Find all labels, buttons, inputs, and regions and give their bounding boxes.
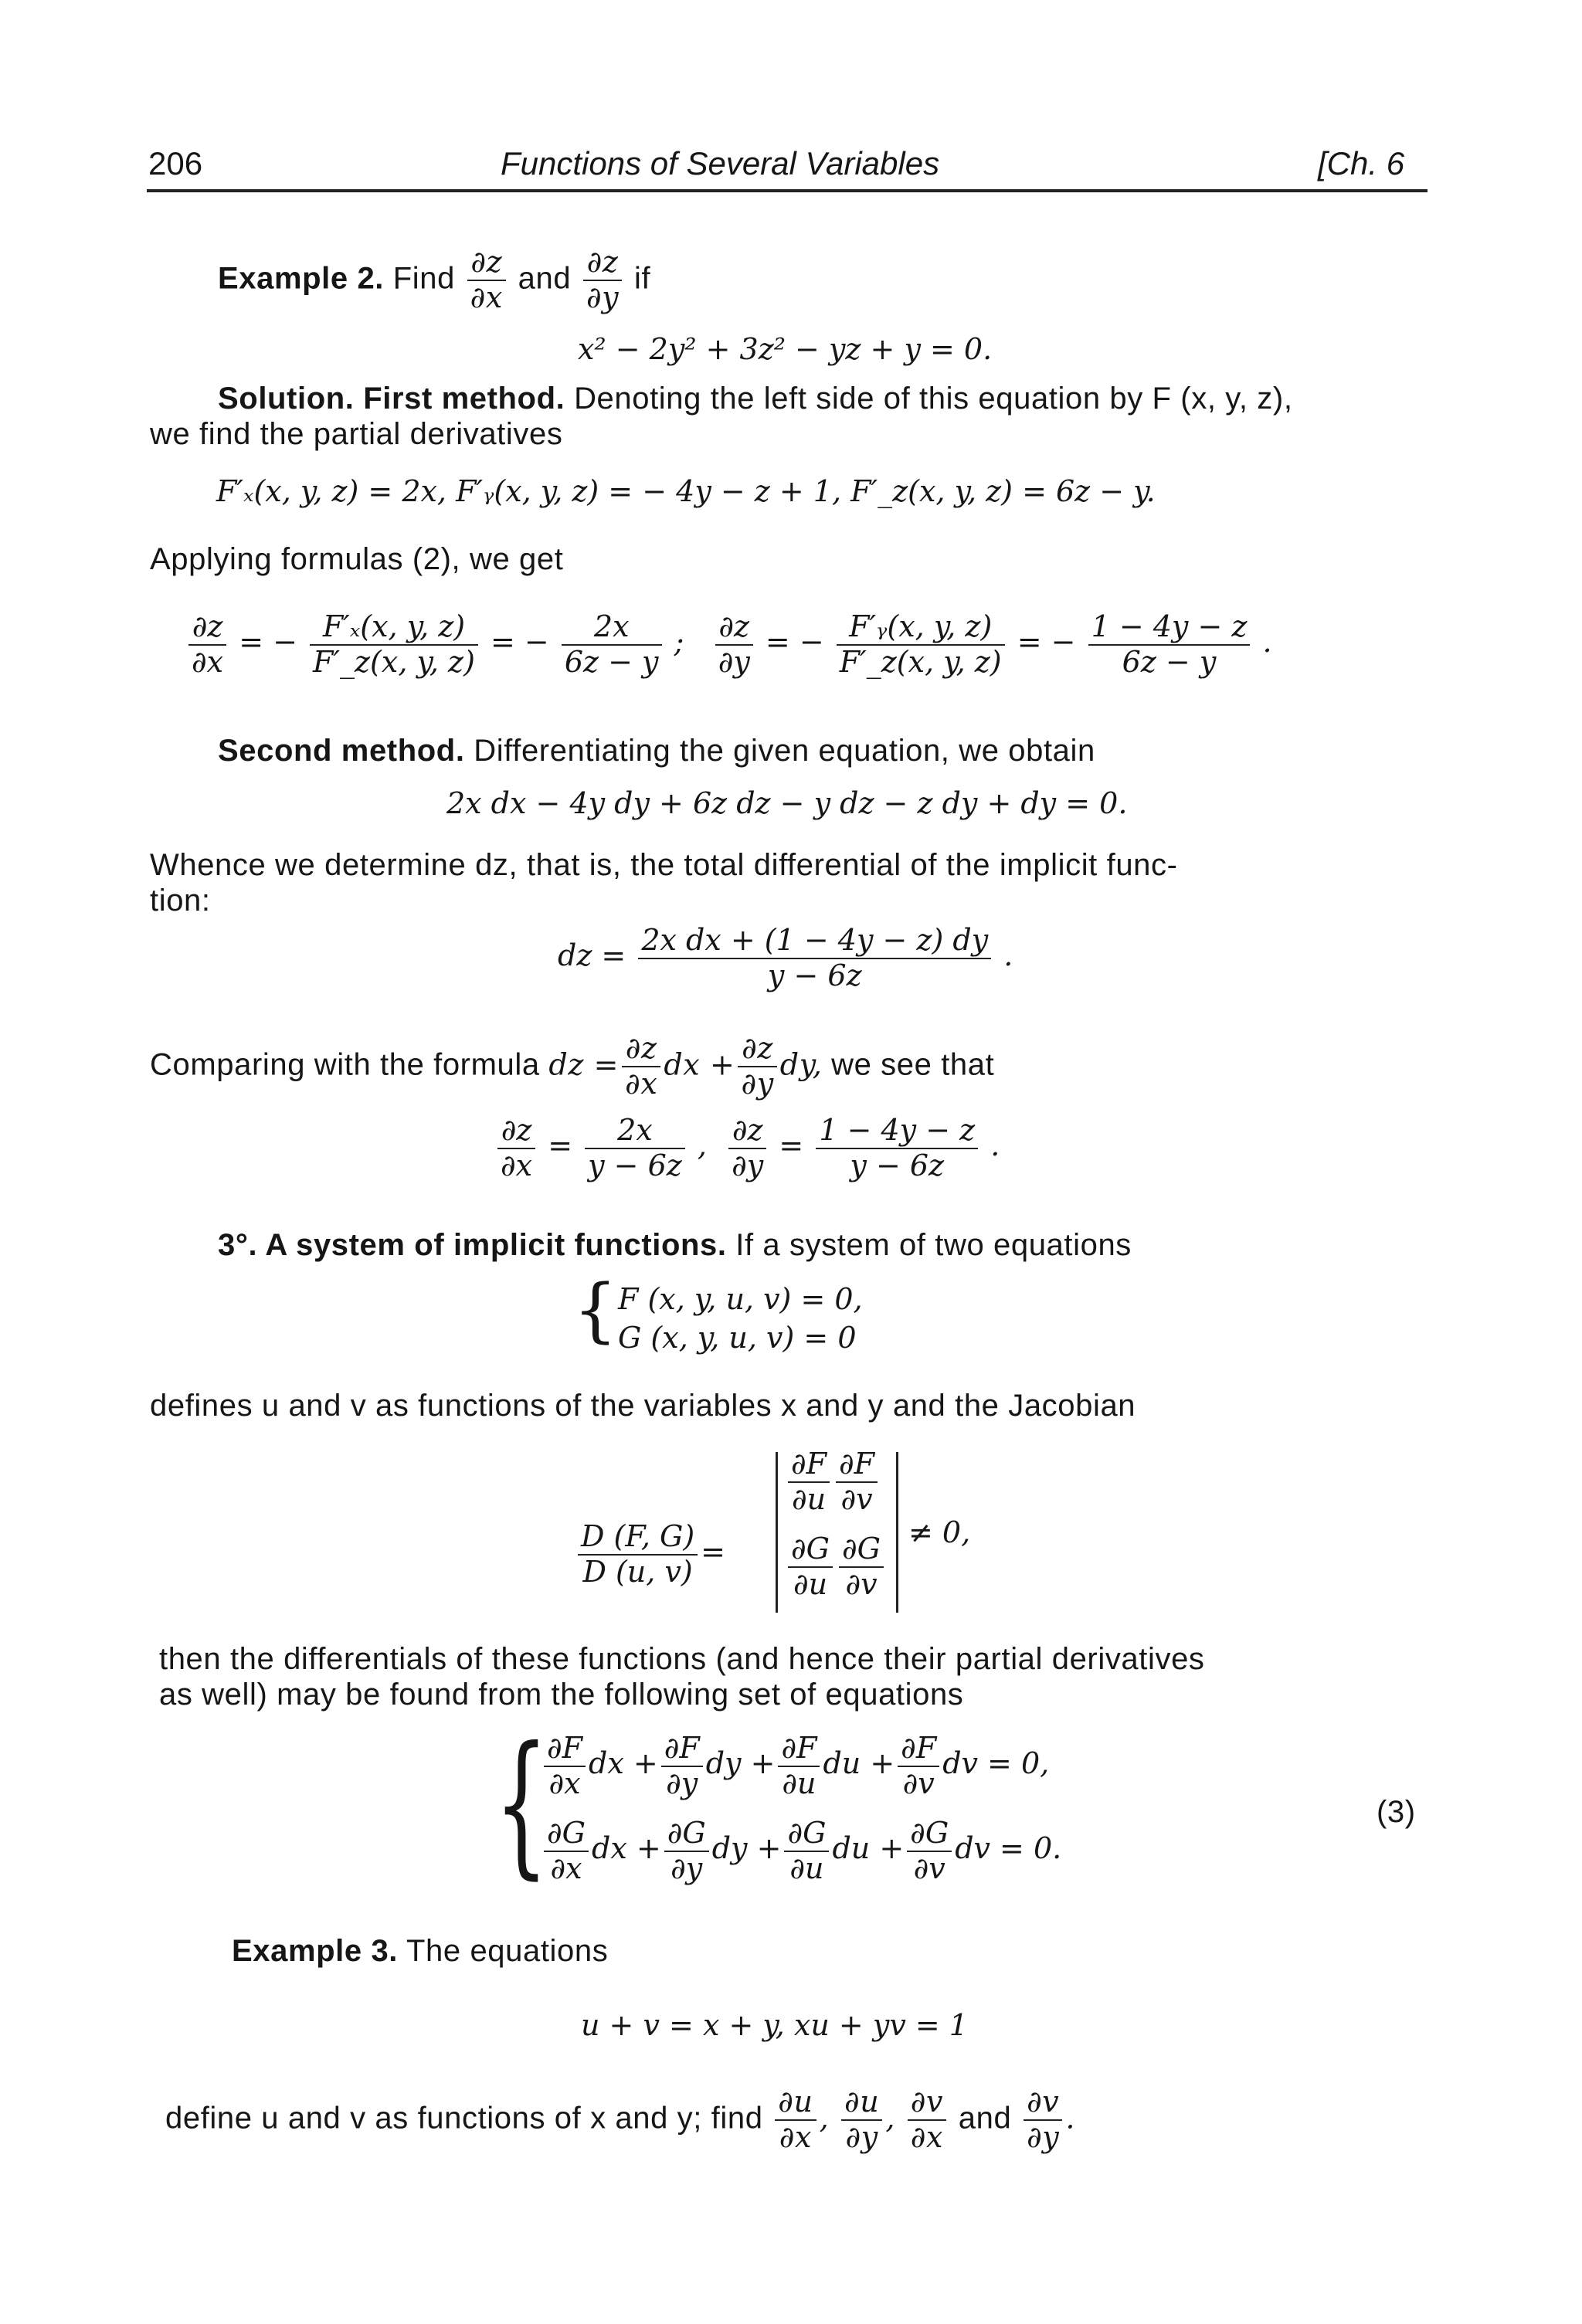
system-eq1: F (x, y, u, v) = 0, bbox=[618, 1282, 863, 1316]
frac-result-1 bbox=[585, 1114, 685, 1182]
determinant-bar-left bbox=[776, 1452, 778, 1613]
frac-num: ∂z bbox=[622, 1032, 660, 1067]
frac-den: ∂x bbox=[548, 1766, 581, 1800]
frac-den: D (u, v) bbox=[582, 1554, 693, 1589]
frac-num: 1 − 4y − z bbox=[1088, 610, 1251, 646]
frac-2x-6z-y bbox=[562, 610, 662, 679]
system-eq2: G (x, y, u, v) = 0 bbox=[618, 1321, 857, 1355]
frac-dz bbox=[638, 924, 991, 992]
frac-dv-dy bbox=[1024, 2085, 1062, 2154]
frac-den: ∂x bbox=[625, 1066, 658, 1101]
system-brace: { bbox=[494, 1714, 548, 1894]
frac-den: ∂y bbox=[670, 1851, 703, 1885]
frac-den: ∂u bbox=[782, 1766, 816, 1800]
frac-dz-dx bbox=[188, 610, 226, 679]
frac-num: ∂G bbox=[544, 1817, 589, 1852]
frac-den: ∂y bbox=[718, 644, 750, 679]
frac-num: ∂z bbox=[728, 1114, 766, 1149]
example3-find-line: define u and v as functions of x and y; find $\frac{\partial u}{\partial x}$ , $\frac{\partial u}{\partial y}$ , $\frac{\partial v}{\partial x}$ and $\frac{\partial v}{\partial y}$ . bbox=[165, 2085, 1076, 2154]
frac-dG-dv bbox=[907, 1817, 952, 1885]
example3-text: The equations bbox=[406, 1934, 609, 1968]
example2-intro bbox=[218, 246, 650, 314]
frac-den: ∂y bbox=[586, 280, 620, 314]
frac-den: F′_z(x, y, z) bbox=[313, 644, 475, 679]
frac-num: ∂G bbox=[907, 1817, 952, 1852]
frac-dG-dv bbox=[839, 1532, 884, 1601]
frac-dz-dx bbox=[622, 1032, 660, 1101]
frac-den: ∂v bbox=[902, 1766, 935, 1800]
whence-line2: tion: bbox=[150, 884, 211, 918]
determinant-row-2 bbox=[785, 1532, 887, 1601]
example2-find: Find bbox=[392, 261, 455, 296]
comparing-dy: dy, bbox=[779, 1047, 823, 1082]
determinant-bar-right bbox=[896, 1452, 898, 1613]
second-method-label: Second method. bbox=[218, 734, 465, 768]
second-method-line bbox=[218, 734, 1095, 768]
frac-den: ∂u bbox=[789, 1851, 824, 1885]
example2-label: Example 2. bbox=[218, 261, 385, 296]
frac-dF-dx bbox=[544, 1732, 586, 1800]
frac-fy-fz bbox=[837, 610, 1005, 679]
frac-dF-du bbox=[788, 1447, 830, 1516]
frac-num: ∂F bbox=[836, 1447, 878, 1483]
frac-den: ∂v bbox=[840, 1481, 873, 1516]
frac-num: 2x bbox=[585, 1114, 685, 1149]
running-title: Functions of Several Variables bbox=[501, 145, 940, 182]
frac-den: F′_z(x, y, z) bbox=[839, 644, 1002, 679]
frac-den: ∂y bbox=[741, 1066, 774, 1101]
equation-number-3: (3) bbox=[1377, 1795, 1416, 1829]
frac-num: ∂G bbox=[664, 1817, 709, 1852]
frac-dF-dy bbox=[661, 1732, 703, 1800]
frac-dF-dv bbox=[836, 1447, 878, 1516]
frac-den: ∂x bbox=[501, 1148, 533, 1182]
frac-num: ∂F bbox=[778, 1732, 820, 1767]
frac-num: ∂G bbox=[839, 1532, 884, 1568]
dz-lhs: dz = bbox=[558, 938, 626, 973]
frac-num: ∂G bbox=[788, 1532, 833, 1568]
system-end-1: dv = 0, bbox=[942, 1746, 1050, 1781]
frac-num: ∂z bbox=[715, 610, 753, 646]
first-method-label: First method. bbox=[363, 382, 565, 416]
system-row-F: $\frac{\partial F}{\partial x}$ dx + $\frac{\partial F}{\partial y}$ dy + $\frac{\partial F}{\partial u}$ du + $\frac{\partial F}{\partial v}$ dv = 0, bbox=[541, 1732, 1049, 1800]
defines-line: defines u and v as functions of the variables x and y and the Jacobian bbox=[150, 1389, 1136, 1423]
jacobian-fraction: $\frac{D (F, G)}{D (u, v)}$ = bbox=[575, 1520, 725, 1589]
example3-and: and bbox=[958, 2101, 1012, 2136]
solution-text: Denoting the left side of this equation by F (x, y, z), bbox=[574, 382, 1293, 416]
frac-den: 6z − y bbox=[1122, 644, 1217, 679]
frac-num: ∂F bbox=[544, 1732, 586, 1767]
example3-define-text: define u and v as functions of x and y; find bbox=[165, 2101, 763, 2136]
solution-label: Solution. bbox=[218, 382, 355, 416]
frac-den: ∂x bbox=[550, 1851, 582, 1885]
frac-du-dx bbox=[775, 2085, 816, 2154]
page-number: 206 bbox=[148, 145, 203, 182]
frac-jacobian bbox=[578, 1520, 698, 1589]
solution-line2: we find the partial derivatives bbox=[150, 417, 563, 451]
frac-num: ∂z bbox=[497, 1114, 535, 1149]
frac-dF-dv bbox=[898, 1732, 939, 1800]
example3-equation: u + v = x + y, xu + yv = 1 bbox=[581, 2008, 968, 2042]
example3-heading bbox=[232, 1934, 608, 1969]
frac-num: ∂z bbox=[583, 246, 622, 281]
not-equal-zero: ≠ 0, bbox=[908, 1515, 971, 1549]
second-method-text: Differentiating the given equation, we obtain bbox=[474, 734, 1095, 768]
frac-num: 2x dx + (1 − 4y − z) dy bbox=[638, 924, 991, 959]
comparing-dz: dz = bbox=[548, 1047, 620, 1082]
comparing-dx: dx + bbox=[664, 1047, 735, 1082]
frac-dF-du bbox=[778, 1732, 820, 1800]
applying-formulas: Applying formulas (2), we get bbox=[150, 542, 564, 576]
header-rule bbox=[147, 189, 1428, 192]
frac-1-4y-z bbox=[1088, 610, 1251, 679]
frac-dv-dx bbox=[908, 2085, 946, 2154]
frac-num: ∂F bbox=[788, 1447, 830, 1483]
frac-num: ∂u bbox=[841, 2085, 882, 2121]
system-row-G: $\frac{\partial G}{\partial x}$ dx + $\frac{\partial G}{\partial y}$ dy + $\frac{\partial G}{\partial u}$ du + $\frac{\partial G}{\partial v}$ dv = 0. bbox=[541, 1817, 1061, 1885]
comparing-post: we see that bbox=[831, 1047, 995, 1082]
frac-dG-du bbox=[784, 1817, 829, 1885]
frac-dz-dy bbox=[728, 1114, 766, 1182]
chapter-label: [Ch. 6 bbox=[1318, 145, 1405, 182]
frac-fx-fz bbox=[310, 610, 478, 679]
frac-result-2 bbox=[816, 1114, 978, 1182]
dz-formula: dz = $\frac{\text{2x dx + (1 − 4y − z) dy}}{y - 6z}$ . bbox=[558, 923, 1013, 992]
frac-den: ∂x bbox=[910, 2119, 944, 2154]
example2-equation: x² − 2y² + 3z² − yz + y = 0. bbox=[578, 332, 993, 366]
frac-dz-dy bbox=[738, 1032, 776, 1101]
result-formulas: $\frac{\partial z}{\partial x}$ = $\frac{2x}{y - 6z}$ , $\frac{\partial z}{\partial y}$ = $\frac{1 - 4y - z}{y - 6z}$ . bbox=[494, 1114, 1000, 1182]
frac-du-dy bbox=[841, 2085, 882, 2154]
dz-dy-fraction bbox=[583, 246, 622, 314]
frac-den: ∂v bbox=[913, 1851, 945, 1885]
frac-num: ∂v bbox=[908, 2085, 946, 2121]
frac-num: ∂F bbox=[898, 1732, 939, 1767]
frac-num: 1 − 4y − z bbox=[816, 1114, 978, 1149]
frac-den: ∂u bbox=[793, 1566, 828, 1601]
frac-dG-dy bbox=[664, 1817, 709, 1885]
frac-num: ∂z bbox=[738, 1032, 776, 1067]
frac-den: ∂x bbox=[192, 644, 224, 679]
section3-text: If a system of two equations bbox=[735, 1228, 1132, 1262]
comparing-pre: Comparing with the formula bbox=[150, 1047, 540, 1082]
solution-line1 bbox=[218, 382, 1293, 416]
frac-num: ∂z bbox=[467, 246, 506, 281]
frac-num: ∂F bbox=[661, 1732, 703, 1767]
frac-den: ∂u bbox=[791, 1481, 827, 1516]
frac-den: ∂y bbox=[1027, 2119, 1060, 2154]
then-line2: as well) may be found from the following set of equations bbox=[159, 1678, 964, 1712]
frac-den: y − 6z bbox=[588, 1148, 682, 1182]
whence-line1: Whence we determine dz, that is, the total differential of the implicit func- bbox=[150, 848, 1178, 882]
frac-den: 6z − y bbox=[564, 644, 659, 679]
frac-num: ∂u bbox=[775, 2085, 816, 2121]
section3-label: 3°. A system of implicit functions. bbox=[218, 1228, 727, 1262]
frac-den: ∂y bbox=[732, 1148, 764, 1182]
frac-den: ∂y bbox=[845, 2119, 878, 2154]
section3-heading bbox=[218, 1228, 1132, 1263]
frac-num: F′ₓ(x, y, z) bbox=[310, 610, 478, 646]
frac-den: ∂y bbox=[666, 1766, 698, 1800]
frac-num: ∂v bbox=[1024, 2085, 1062, 2121]
frac-num: D (F, G) bbox=[578, 1520, 698, 1556]
frac-num: ∂z bbox=[188, 610, 226, 646]
frac-den: ∂x bbox=[470, 280, 503, 314]
comparing-line bbox=[150, 1032, 994, 1101]
example2-if: if bbox=[633, 261, 651, 296]
frac-dG-dx bbox=[544, 1817, 589, 1885]
partial-derivatives: F′ₓ(x, y, z) = 2x, F′ᵧ(x, y, z) = − 4y − z + 1, F′_z(x, y, z) = 6z − y. bbox=[216, 474, 1156, 508]
frac-den: ∂v bbox=[845, 1566, 878, 1601]
example2-and: and bbox=[518, 261, 572, 296]
frac-den: ∂x bbox=[779, 2119, 813, 2154]
frac-num: ∂G bbox=[784, 1817, 829, 1852]
dz-dx-fraction bbox=[467, 246, 506, 314]
frac-dG-du bbox=[788, 1532, 833, 1601]
system-end-2: dv = 0. bbox=[955, 1831, 1062, 1866]
frac-dz-dx bbox=[497, 1114, 535, 1182]
formula-dz-dx-dz-dy: $\frac{\partial z}{\partial x}$ = − $\frac{\text{F′ₓ(x, y, z)}}{F'\_z(x, y, z)}$ = − $\frac{2x}{6z - y}$ ; $\frac{\partial z}{\partial y}$ = − $\frac{\text{F′ᵧ(x, y, z)}}{F'\_z(x, y, z)}$ = − $\frac{1 - 4y - z}{6z - y}$ . bbox=[185, 610, 1272, 679]
then-line1: then the differentials of these functions (and hence their partial derivatives bbox=[159, 1642, 1205, 1676]
frac-dz-dy bbox=[715, 610, 753, 679]
differential-equation: 2x dx − 4y dy + 6z dz − y dz − z dy + dy = 0. bbox=[446, 786, 1128, 820]
example3-label: Example 3. bbox=[232, 1934, 399, 1968]
left-brace: { bbox=[573, 1270, 618, 1351]
frac-num: 2x bbox=[562, 610, 662, 646]
frac-den: y − 6z bbox=[767, 958, 862, 992]
frac-den: y − 6z bbox=[850, 1148, 945, 1182]
determinant-row-1 bbox=[785, 1447, 881, 1516]
frac-num: F′ᵧ(x, y, z) bbox=[837, 610, 1005, 646]
